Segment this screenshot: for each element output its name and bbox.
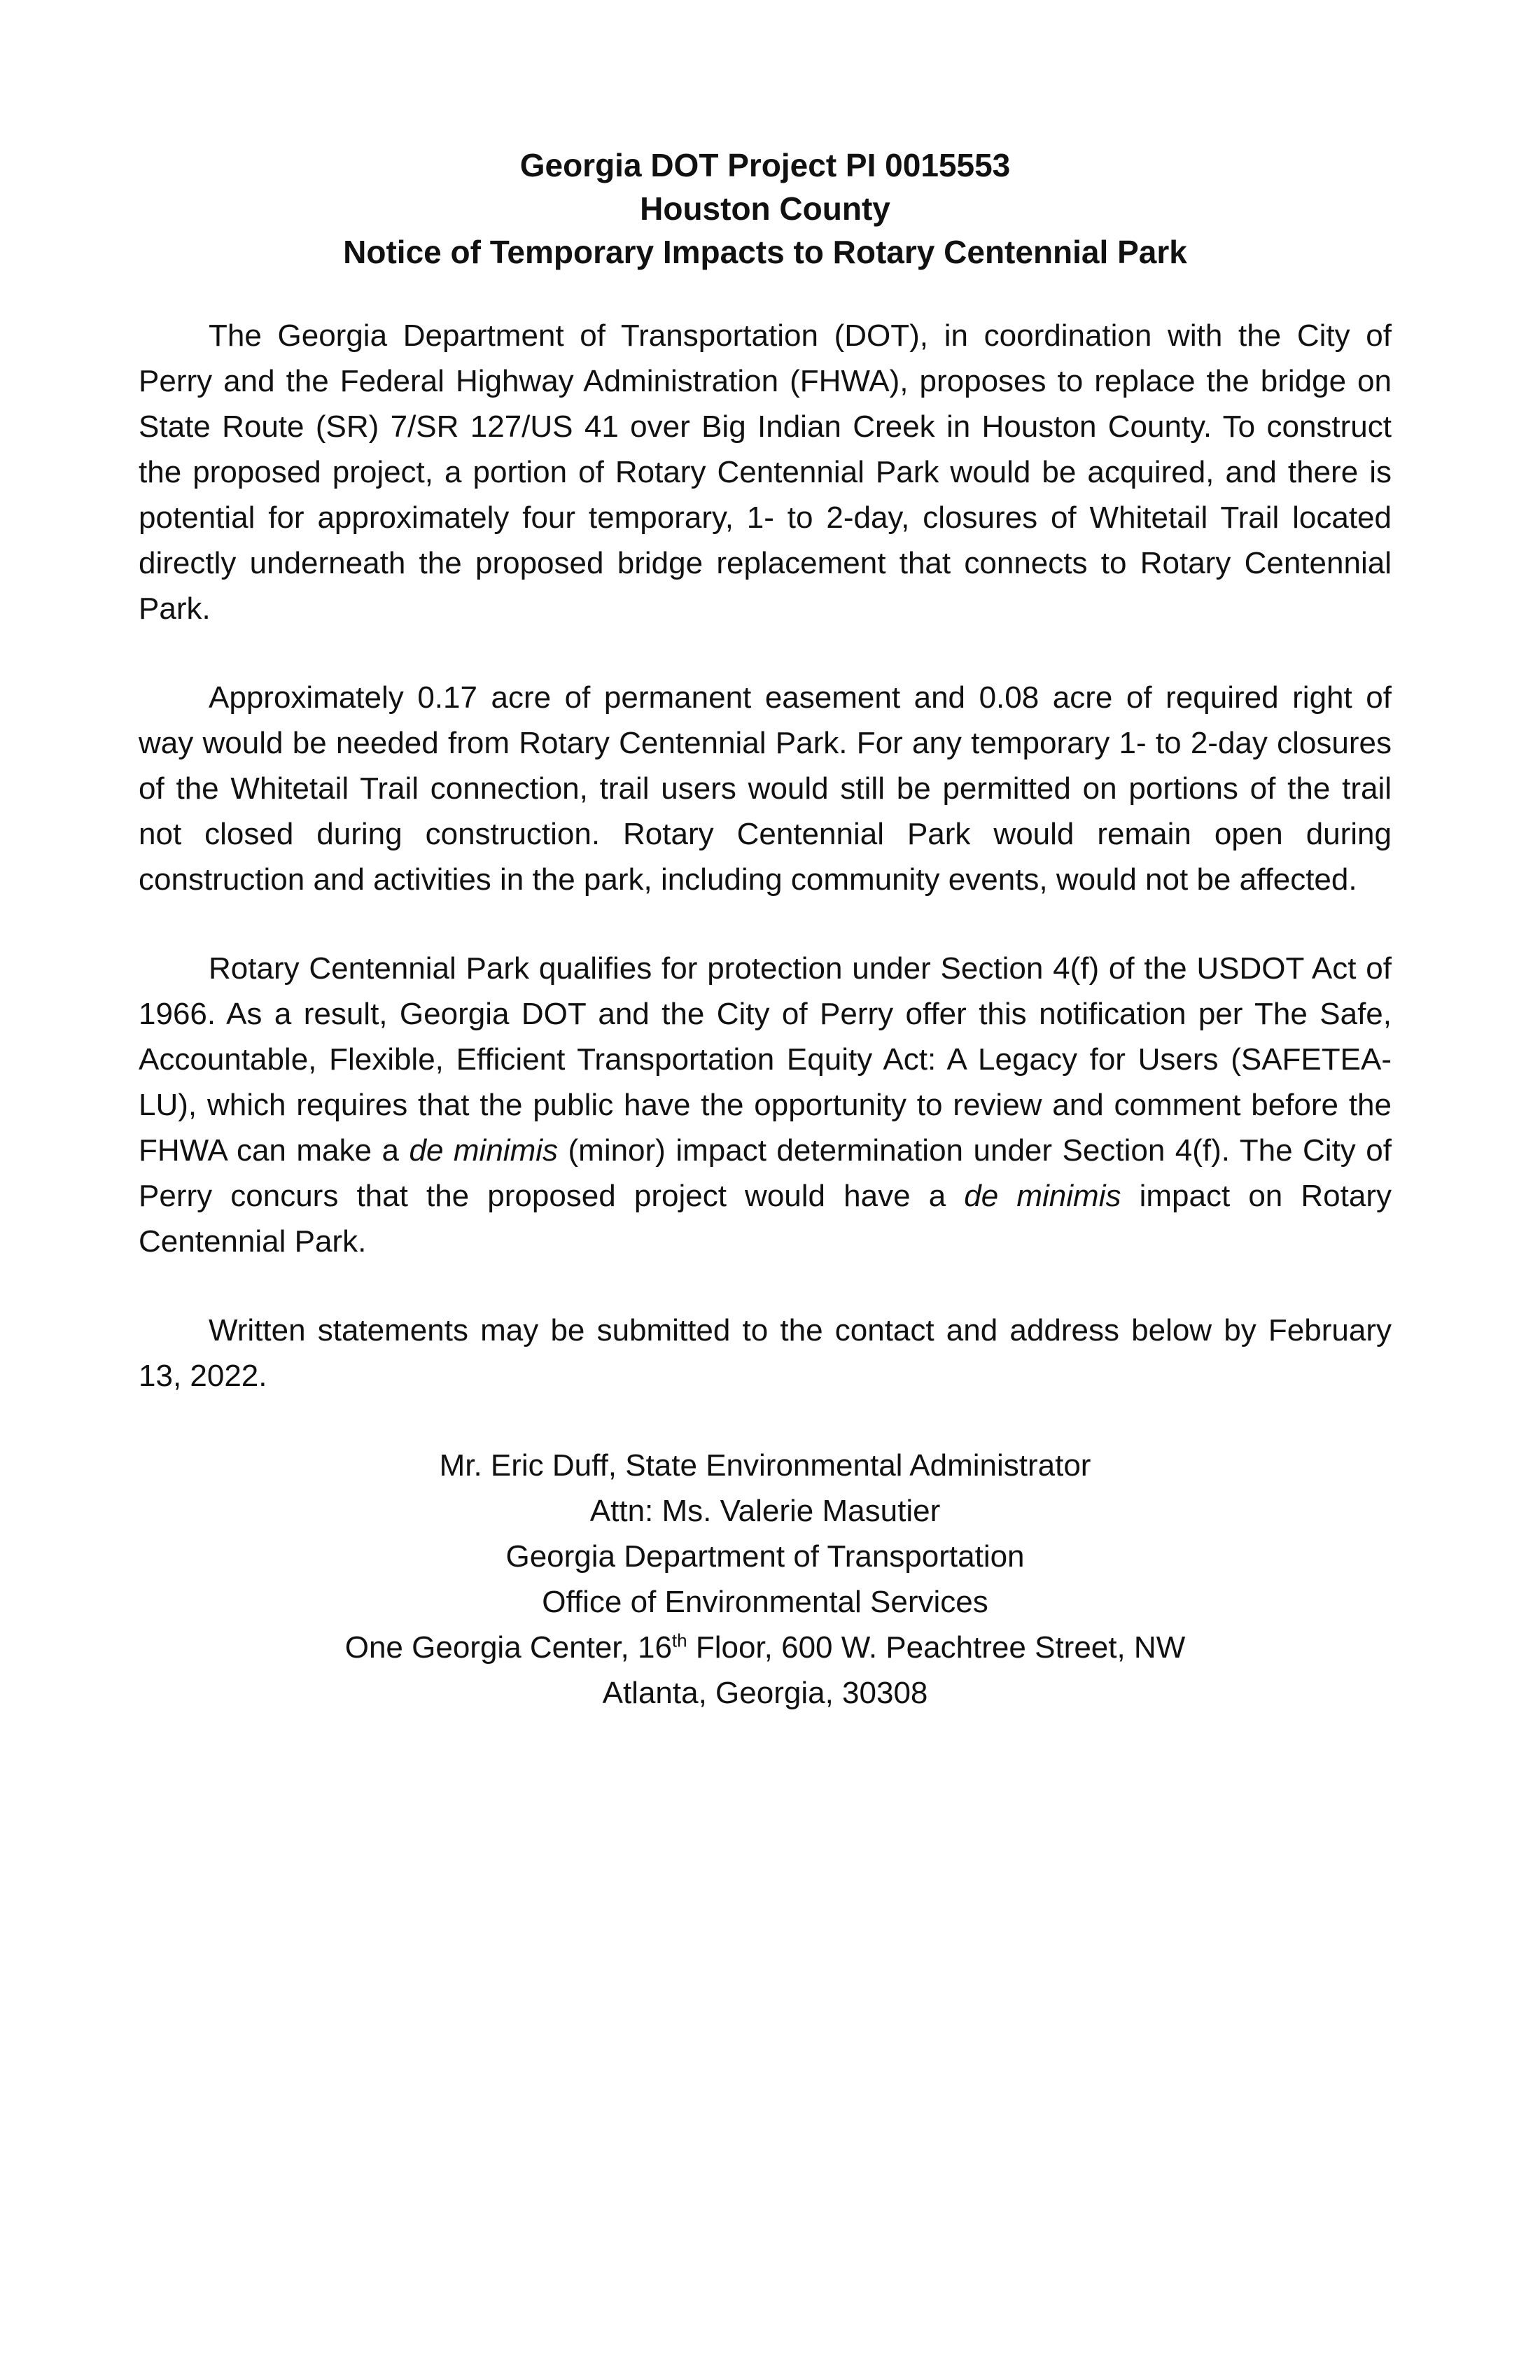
section-4f-text-2: (minor) impact determination under Section 4(f). The City of Perry concurs that the proposed project would have a xyxy=(139,1133,1392,1213)
county-title: Houston County xyxy=(640,190,890,227)
section-4f-text-3: impact on Rotary Centennial Park. xyxy=(139,1179,1392,1259)
project-number-title: Georgia DOT Project PI 0015553 xyxy=(519,147,1011,183)
contact-agency: Georgia Department of Transportation xyxy=(505,1539,1025,1574)
contact-office: Office of Environmental Services xyxy=(542,1585,988,1619)
floor-ordinal-suffix: th xyxy=(671,1630,687,1651)
paragraph-project-description: The Georgia Department of Transportation (DOT), in coordination with the City of Perry and the Federal Highway Administration (FHWA), proposes to replace the bridge on State Route (SR) 7/SR 127/US 41 over Big Indian Creek in Houston County. To construct the proposed project, a portion of Rotary Centennial Park would be acquired, and there is potential for approximately four temporary, 1- to 2-day, closures of Whitetail Trail located directly underneath the proposed bridge replacement that connects to Rotary Centennial Park. xyxy=(139,318,1392,626)
contact-address-block xyxy=(139,1443,1392,1716)
de-minimis-term-2: de minimis xyxy=(964,1179,1121,1213)
paragraph-comment-deadline: Written statements may be submitted to the contact and address below by February 13, 2022. xyxy=(139,1313,1392,1393)
contact-attention: Attn: Ms. Valerie Masutier xyxy=(589,1494,941,1528)
notice-heading xyxy=(139,144,1392,274)
de-minimis-term-1: de minimis xyxy=(409,1133,559,1168)
contact-city-state-zip: Atlanta, Georgia, 30308 xyxy=(602,1676,928,1710)
paragraph-section-4f xyxy=(139,946,1392,1264)
street-address-start: One Georgia Center, 16 xyxy=(344,1630,672,1665)
paragraph-impacts: Approximately 0.17 acre of permanent easement and 0.08 acre of required right of way would be needed from Rotary Centennial Park. For any temporary 1- to 2-day closures of the Whitetail Trail connection, trail users would still be permitted on portions of the trail not closed during construction. Rotary Centennial Park would remain open during construction and activities in the park, including community events, would not be affected. xyxy=(139,680,1392,897)
contact-name: Mr. Eric Duff, State Environmental Administrator xyxy=(439,1448,1091,1483)
notice-document xyxy=(139,144,1392,1716)
section-4f-text-1: Rotary Centennial Park qualifies for protection under Section 4(f) of the USDOT Act of 1966. As a result, Georgia DOT and the City of Perry offer this notification per The Safe, Accountable, Flexible, Efficient Transportation Equity Act: A Legacy for Users (SAFETEA-LU), which requires that the public have the opportunity to review and comment before the FHWA can make a xyxy=(139,951,1392,1168)
notice-title: Notice of Temporary Impacts to Rotary Centennial Park xyxy=(343,234,1187,270)
contact-street-address xyxy=(139,1625,1392,1670)
street-address-end: Floor, 600 W. Peachtree Street, NW xyxy=(687,1630,1186,1665)
